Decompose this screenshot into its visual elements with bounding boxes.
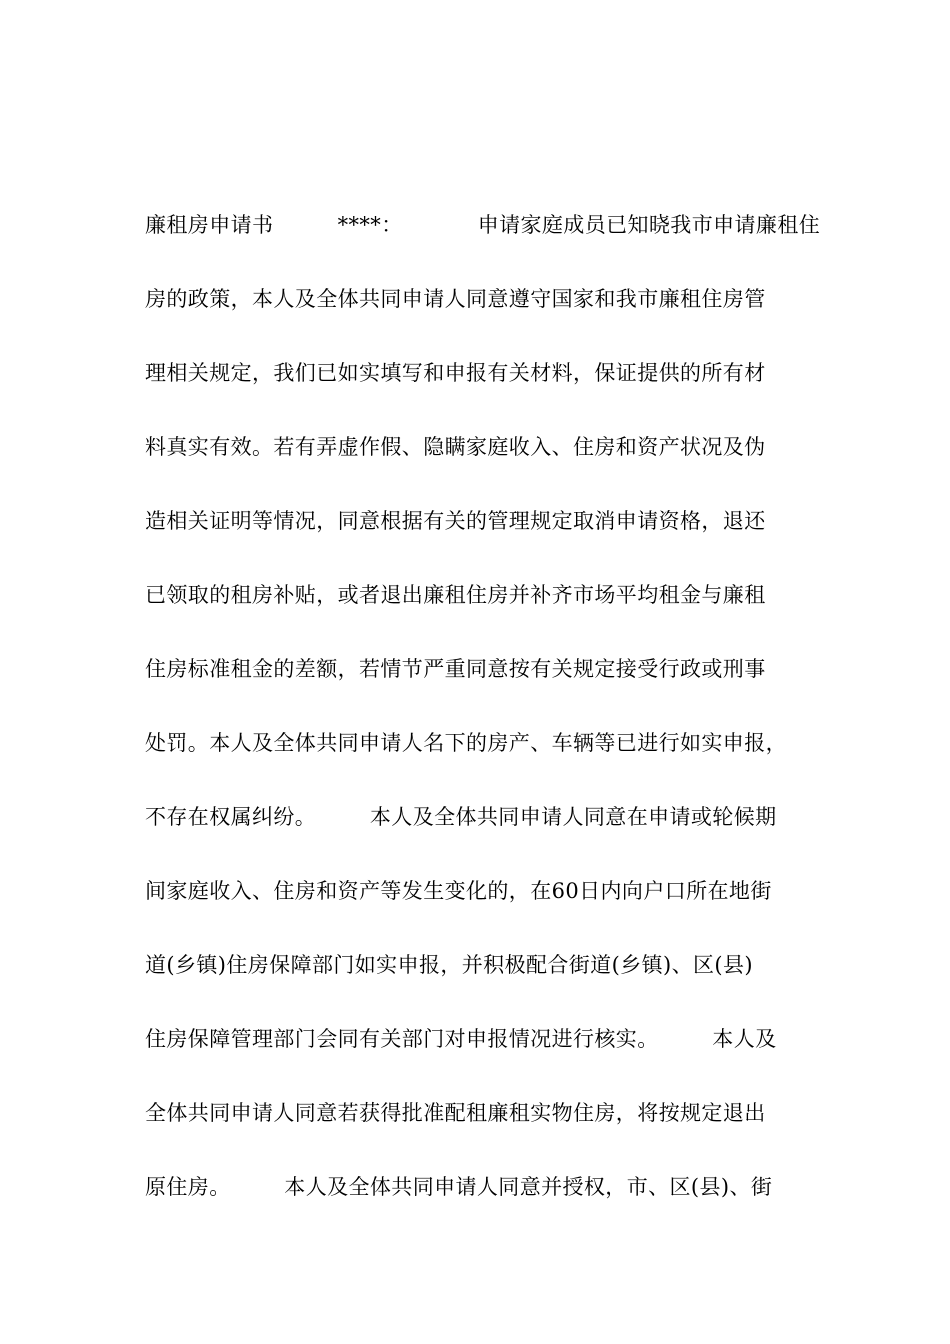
text-line: 廉租房申请书 ****： 申请家庭成员已知晓我市申请廉租住 (145, 213, 821, 237)
text-line: 原住房。 本人及全体共同申请人同意并授权，市、区(县)、街 (145, 1175, 773, 1199)
text-line: 住房标准租金的差额，若情节严重同意按有关规定接受行政或刑事 (145, 657, 766, 681)
text-line: 全体共同申请人同意若获得批准配租廉租实物住房，将按规定退出 (145, 1101, 766, 1125)
text-line: 处罚。本人及全体共同申请人名下的房产、车辆等已进行如实申报， (145, 731, 787, 755)
text-line: 道(乡镇)住房保障部门如实申报，并积极配合街道(乡镇)、区(县) (145, 953, 753, 977)
text-line: 间家庭收入、住房和资产等发生变化的，在60日内向户口所在地街 (145, 879, 772, 903)
text-line: 住房保障管理部门会同有关部门对申报情况进行核实。 本人及 (145, 1027, 777, 1051)
text-line: 造相关证明等情况，同意根据有关的管理规定取消申请资格，退还 (145, 509, 766, 533)
text-line: 房的政策，本人及全体共同申请人同意遵守国家和我市廉租住房管 (145, 287, 766, 311)
text-line: 料真实有效。若有弄虚作假、隐瞒家庭收入、住房和资产状况及伪 (145, 435, 766, 459)
text-line: 理相关规定，我们已如实填写和申报有关材料，保证提供的所有材 (145, 361, 766, 385)
application-body-text (145, 203, 821, 1239)
text-line: 不存在权属纠纷。 本人及全体共同申请人同意在申请或轮候期 (145, 805, 777, 829)
text-line: 已领取的租房补贴，或者退出廉租住房并补齐市场平均租金与廉租 (145, 583, 766, 607)
